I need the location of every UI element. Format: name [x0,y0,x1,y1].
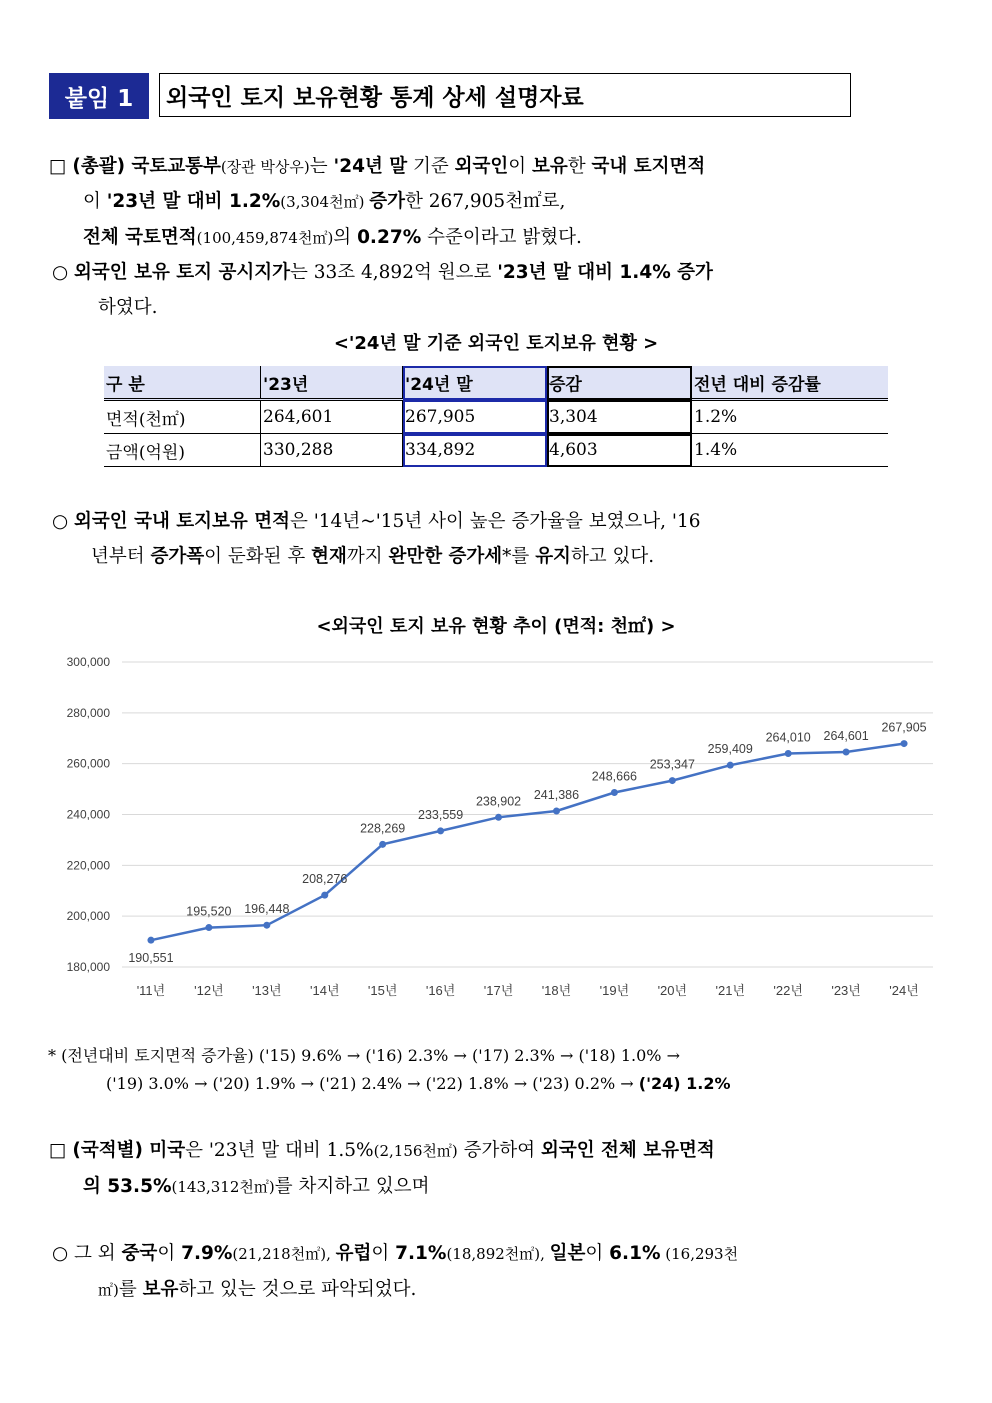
summary-line-1: □ (총괄) 국토교통부(장관 박상우)는 '24년 말 기준 외국인이 보유한 국내 토지면적 [49,156,706,177]
trend-line-2: 년부터 증가폭이 둔화된 후 현재까지 완만한 증가세*를 유지하고 있다. [91,546,655,567]
footnote-line-2: ('19) 3.0% → ('20) 1.9% → ('21) 2.4% → ('22) 1.8% → ('23) 0.2% → ('24) 1.2% [106,1074,731,1093]
data-point [611,789,618,796]
data-label: 238,902 [475,794,522,809]
table-cell: 267,905 [403,400,547,434]
table-header-cell: 구 분 [104,366,261,400]
data-point [147,937,154,944]
y-tick-label: 220,000 [66,858,110,873]
data-label: 195,520 [186,904,232,919]
data-point [205,924,212,931]
x-tick-label: '18년 [541,983,572,998]
x-tick-label: '11년 [136,983,166,998]
nationality-line-2: 의 53.5%(143,312천㎡)를 차지하고 있으며 [83,1176,430,1197]
trend-line-1: ○ 외국인 국내 토지보유 면적은 '14년~'15년 사이 높은 증가율을 보였으나, '16 [52,511,701,532]
price-line-2: 하였다. [98,297,158,318]
y-tick-label: 260,000 [66,756,110,771]
x-tick-label: '20년 [657,983,688,998]
data-point [901,740,908,747]
x-tick-label: '19년 [599,983,630,998]
data-label: 259,409 [707,742,753,757]
table-row [104,400,888,434]
table-cell: 264,601 [261,400,403,434]
x-tick-label: '22년 [773,983,803,998]
table-cell: 330,288 [261,434,403,467]
table-header-cell: '23년 [261,366,403,400]
data-point [727,762,734,769]
data-point [379,841,386,848]
data-label: 267,905 [881,720,927,735]
data-point [669,777,676,784]
data-point [785,750,792,757]
x-tick-label: '24년 [889,983,919,998]
x-tick-label: '14년 [310,983,340,998]
data-label: 264,601 [823,728,869,743]
table-header-cell: '24년 말 [403,366,547,400]
data-label: 196,448 [244,902,290,917]
circle-bullet: ○ [52,511,69,532]
y-tick-label: 200,000 [66,909,110,924]
chart-title: <외국인 토지 보유 현황 추이 (면적: 천㎡) > [316,616,676,637]
table-header-cell: 증감 [547,366,692,400]
table-cell: 1.4% [692,434,889,467]
x-tick-label: '23년 [831,983,861,998]
data-label: 241,386 [533,787,580,802]
summary-line-2: 이 '23년 말 대비 1.2%(3,304천㎡) 증가한 267,905천㎡로, [83,191,566,212]
x-tick-label: '13년 [252,983,282,998]
price-line-1: ○ 외국인 보유 토지 공시지가는 33조 4,892억 원으로 '23년 말 대비 1.4% 증가 [52,262,713,283]
data-point [843,748,850,755]
x-tick-label: '17년 [483,983,514,998]
table-header-row [104,366,888,400]
footnote-line-1: * (전년대비 토지면적 증가율) ('15) 9.6% → ('16) 2.3% → ('17) 2.3% → ('18) 1.0% → [48,1046,680,1065]
data-point [437,827,444,834]
table-row [104,434,888,467]
table-header-cell: 전년 대비 증감률 [692,366,889,400]
circle-bullet: ○ [52,1243,69,1264]
square-bullet: □ [49,156,67,177]
table-cell: 면적(천㎡) [104,400,261,434]
table-cell: 1.2% [692,400,889,434]
y-tick-label: 300,000 [66,655,110,669]
data-label: 253,347 [649,757,695,772]
table-cell: 334,892 [403,434,547,467]
x-tick-label: '21년 [715,983,745,998]
table-cell: 4,603 [547,434,692,467]
attachment-tag: 붙임 1 [49,73,149,119]
table-caption: <'24년 말 기준 외국인 토지보유 현황 > [333,333,659,354]
circle-bullet: ○ [52,262,69,283]
y-tick-label: 240,000 [66,807,110,822]
x-tick-label: '16년 [425,983,456,998]
data-label: 264,010 [765,730,811,745]
table-cell: 금액(억원) [104,434,261,467]
summary-line-3: 전체 국토면적(100,459,874천㎡)의 0.27% 수준이라고 밝혔다. [83,227,582,248]
data-point [321,892,328,899]
y-tick-label: 180,000 [66,960,110,974]
area-trend-chart [0,640,992,1010]
data-point [263,922,270,929]
data-label: 248,666 [591,769,637,784]
x-tick-label: '15년 [367,983,398,998]
data-label: 228,269 [360,821,406,836]
data-label: 233,559 [418,807,464,822]
others-line-2: ㎡)를 보유하고 있는 것으로 파악되었다. [98,1279,417,1300]
holdings-table [104,366,888,467]
data-label: 190,551 [128,951,174,966]
data-label: 208,276 [302,872,348,887]
document-title: 외국인 토지 보유현황 통계 상세 설명자료 [159,73,851,117]
data-point [553,807,560,814]
nationality-line-1: □ (국적별) 미국은 '23년 말 대비 1.5%(2,156천㎡) 증가하여 외국인 전체 보유면적 [49,1140,715,1161]
others-line-1: ○ 그 외 중국이 7.9%(21,218천㎡), 유럽이 7.1%(18,892천㎡), 일본이 6.1% (16,293천 [52,1243,739,1264]
square-bullet: □ [49,1140,67,1161]
data-point [495,814,502,821]
y-tick-label: 280,000 [66,705,110,720]
x-tick-label: '12년 [194,983,224,998]
table-cell: 3,304 [547,400,692,434]
